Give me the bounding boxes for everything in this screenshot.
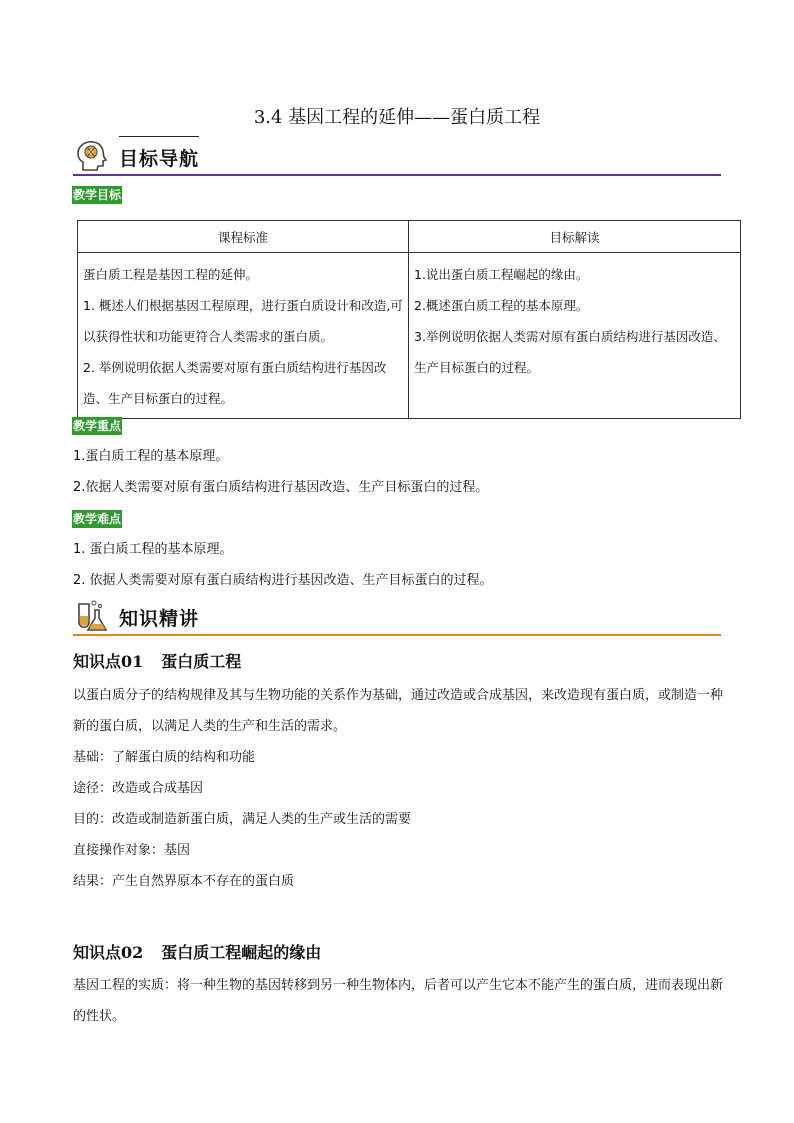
list-item: 直接操作对象：基因 bbox=[73, 843, 191, 858]
cell-goal-interpretation bbox=[409, 253, 741, 419]
section-title-knowledge: 知识精讲 bbox=[119, 608, 200, 630]
list-item: 2.依据人类需要对原有蛋白质结构进行基因改造、生产目标蛋白的过程。 bbox=[73, 480, 489, 495]
paragraph: 以蛋白质分子的结构规律及其与生物功能的关系作为基础，通过改造或合成基因，来改造现有蛋白质，或制造一种新的蛋白质，以满足人类的生产和生活的需求。 bbox=[73, 688, 724, 734]
goal-line: 1.说出蛋白质工程崛起的缘由。 bbox=[414, 267, 589, 282]
knowledge-point-1-heading bbox=[73, 649, 241, 672]
section-title-nav: 目标导航 bbox=[119, 148, 200, 170]
tag-teaching-goals: 教学目标 bbox=[73, 188, 122, 202]
header-overline bbox=[119, 136, 199, 137]
tag-difficult-points: 教学难点 bbox=[73, 512, 122, 526]
knowledge-point-number: 知识点01 bbox=[73, 652, 144, 671]
paragraph: 基因工程的实质：将一种生物的基因转移到另一种生物体内，后者可以产生它本不能产生的蛋白质，进而表现出新的性状。 bbox=[73, 978, 724, 1024]
knowledge-point-2-heading bbox=[73, 940, 321, 963]
section-rule-knowledge bbox=[73, 634, 721, 636]
goal-line: 3.举例说明依据人类需对原有蛋白质结构进行基因改造、生产目标蛋白的过程。 bbox=[414, 329, 726, 375]
section-header-nav bbox=[73, 138, 721, 172]
flask-icon bbox=[73, 598, 109, 634]
header-goal-interpretation: 目标解读 bbox=[409, 221, 741, 253]
list-item: 1.蛋白质工程的基本原理。 bbox=[73, 449, 229, 464]
section-header-knowledge bbox=[73, 598, 721, 632]
tag-key-points: 教学重点 bbox=[73, 419, 122, 433]
list-item: 目的：改造或制造新蛋白质，满足人类的生产或生活的需要 bbox=[73, 812, 412, 827]
knowledge-point-2-body bbox=[73, 970, 723, 1032]
knowledge-point-1-body bbox=[73, 680, 723, 897]
key-points-list bbox=[73, 441, 723, 503]
standard-line: 2. 举例说明依据人类需要对原有蛋白质结构进行基因改造、生产目标蛋白的过程。 bbox=[83, 360, 387, 406]
list-item: 途径：改造或合成基因 bbox=[73, 781, 204, 796]
knowledge-point-number: 知识点02 bbox=[73, 943, 144, 962]
list-item: 1. 蛋白质工程的基本原理。 bbox=[73, 542, 233, 557]
table-header-row bbox=[78, 221, 741, 253]
cell-course-standard bbox=[78, 253, 409, 419]
standard-line: 蛋白质工程是基因工程的延伸。 bbox=[83, 267, 259, 282]
goals-table bbox=[77, 220, 741, 419]
difficult-points-list bbox=[73, 534, 723, 596]
header-course-standard: 课程标准 bbox=[78, 221, 409, 253]
table-row bbox=[78, 253, 741, 419]
page-title: 3.4 基因工程的延伸——蛋白质工程 bbox=[253, 107, 541, 128]
standard-line: 1. 概述人们根据基因工程原理，进行蛋白质设计和改造,可以获得性状和功能更符合人类需求的蛋白质。 bbox=[83, 298, 403, 344]
knowledge-point-title: 蛋白质工程崛起的缘由 bbox=[161, 943, 322, 962]
section-rule-nav bbox=[73, 174, 721, 176]
brain-gear-icon bbox=[73, 138, 109, 174]
knowledge-point-title: 蛋白质工程 bbox=[161, 652, 242, 671]
list-item: 2. 依据人类需要对原有蛋白质结构进行基因改造、生产目标蛋白的过程。 bbox=[73, 573, 493, 588]
list-item: 基础：了解蛋白质的结构和功能 bbox=[73, 750, 256, 765]
goal-line: 2.概述蛋白质工程的基本原理。 bbox=[414, 298, 589, 313]
list-item: 结果：产生自然界原本不存在的蛋白质 bbox=[73, 874, 295, 889]
